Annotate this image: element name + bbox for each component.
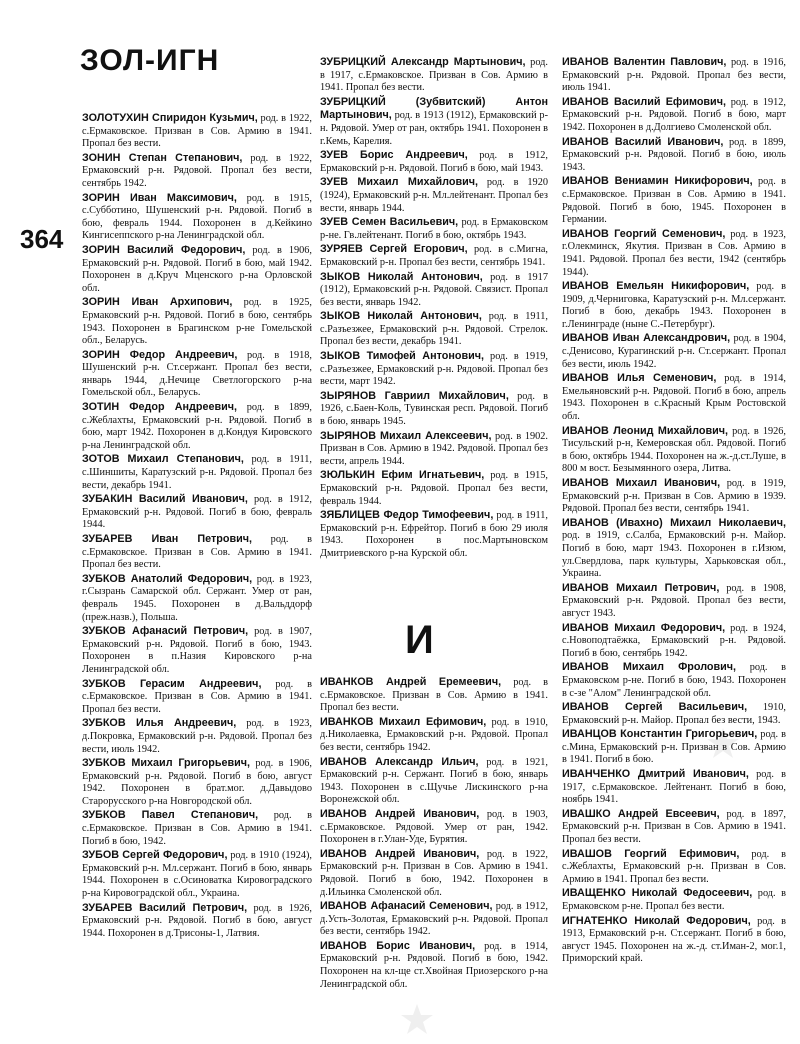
entry-name: ИВАЩЕНКО Николай Федосеевич,	[562, 887, 753, 900]
section-letter: И	[405, 618, 434, 662]
entry-text: род. в Ермаковском р-не. Погиб в бою, 1943. Похоронен в с-зе "Алом" Ленинградской обл.	[562, 662, 787, 699]
entry-text: род. в 1904, с.Денисово, Курагинский р-н. Ст.сержант. Пропал без вести, июль 1942.	[562, 333, 786, 370]
entry	[562, 622, 786, 661]
entry-name: ИВАНКОВ Михаил Ефимович,	[320, 715, 487, 728]
entry-text: род. в 1917, с.Ермаковское. Лейтенант. Погиб в бою, ноябрь 1941.	[562, 769, 786, 806]
entry-name: ИВАНОВ Андрей Иванович,	[320, 807, 480, 820]
entry-text: род. в 1911, Ермаковский р-н. Ефрейтор. Погиб в бою 29 июля 1943. Похоронен в пос.Мартыновском Дмитриевского р-на Курской обл.	[320, 510, 548, 559]
star-watermark-icon	[400, 1002, 434, 1036]
entry-text: род. в 1923, д.Покровка, Ермаковский р-н. Рядовой. Пропал без вести, июль 1942.	[82, 718, 312, 755]
entry-text: род. в 1912, Ермаковский р-н. Рядовой. Погиб в бою, февраль 1944.	[82, 494, 312, 531]
entry	[320, 243, 548, 269]
entry-name: ЗУБОВ Сергей Федорович,	[82, 849, 228, 862]
entry	[82, 453, 312, 492]
entry-name: ЗУБАРЕВ Иван Петрович,	[82, 533, 253, 545]
entry-name: ЗЫКОВ Николай Антонович,	[320, 310, 482, 323]
entry-text: род. в 1925, Ермаковский р-н. Рядовой. Погиб в бою, сентябрь 1943. Похоронен в Брагинском р-не Гомельской обл., Беларусь.	[82, 297, 312, 347]
entry-name: ИВАНОВ Борис Иванович,	[320, 939, 476, 952]
entry	[82, 757, 312, 808]
entry-name: ИВАНОВ Валентин Павлович,	[562, 56, 727, 68]
entry-name: ЗУБРИЦКИЙ Александр Мартынович,	[320, 56, 526, 68]
column-3	[562, 56, 786, 967]
entry-text: род. в с.Ермаковское. Призван в Сов. Армию в 1941. Рядовой. Погиб в бою, 1945. Похоронен в Германии.	[562, 176, 787, 226]
entry	[320, 676, 548, 715]
entry-text: род. в с.Ермаковское. Призван в Сов. Армию в 1941. Пропал без вести.	[320, 677, 548, 714]
page-number: 364	[20, 224, 64, 254]
entry-text: род. в 1922, с.Ермаковское. Призван в Сов. Армию в 1941. Пропал без вести.	[82, 113, 312, 150]
entry	[562, 661, 786, 700]
entry-name: ИВАНОВ Михаил Фролович,	[562, 661, 737, 674]
entry	[82, 349, 312, 400]
entry-text: род. в 1908, Ермаковский р-н. Рядовой. Пропал без вести, август 1943.	[562, 582, 786, 619]
entry	[320, 430, 548, 469]
entry-text: род. в 1897, Ермаковский р-н. Призван в Сов. Армию в 1941. Пропал без вести.	[562, 808, 786, 846]
entry	[320, 56, 548, 95]
entry	[82, 573, 312, 624]
entry-text: род. в 1919, с.Салба, Ермаковский р-н. Майор. Погиб в бою, март 1943. Похоронен в г.Изюм, ул.Свердлова, парк культуры, Харьковская обл., Украина.	[562, 530, 786, 580]
entry-name: ЗОНИН Степан Степанович,	[82, 151, 243, 164]
entry-text: род. в с.Мина, Ермаковский р-н. Призван в Сов. Армию в 1941. Погиб в бою.	[562, 729, 787, 766]
entry	[82, 533, 312, 572]
entry-name: ИВАНЧЕНКО Дмитрий Иванович,	[562, 768, 749, 781]
entry-name: ИВАНОВ Афанасий Семенович,	[320, 900, 493, 913]
entry	[320, 176, 548, 215]
entry	[320, 900, 548, 939]
entry-name: ИВАНОВ (Ивахно) Михаил Николаевич,	[562, 516, 786, 529]
entry-text: род. в 1911, с.Шиншиты, Каратузский р-н. Рядовой. Пропал без вести, декабрь 1941.	[82, 454, 313, 491]
entry-name: ЗЫКОВ Тимофей Антонович,	[320, 350, 484, 363]
entry-text: род. в 1915, Ермаковский р-н. Рядовой. Пропал без вести, февраль 1944.	[320, 470, 549, 507]
entry-name: ЗЫРЯНОВ Михаил Алексеевич,	[320, 429, 492, 442]
entry	[82, 625, 312, 676]
entry-name: ИВАНОВ Михаил Иванович,	[562, 477, 721, 489]
page-heading: ЗОЛ-ИГН	[80, 44, 220, 77]
entry	[320, 149, 548, 175]
entry	[82, 296, 312, 347]
entry	[562, 136, 786, 175]
entry-text: род. в 1903, с.Ермаковское. Рядовой. Умер от ран, 1942. Похоронен в г.Улан-Уде, Бурятия.	[320, 808, 548, 846]
entry-text: род. в 1911, с.Разъезжее, Ермаковский р-н. Рядовой. Стрелок. Пропал без вести, декабрь 1941.	[320, 311, 548, 348]
entry	[320, 350, 548, 389]
entry-name: ИВАНОВ Иван Александрович,	[562, 332, 731, 345]
entry-text: род. в с.Ермаковское. Призван в Сов. Армию в 1941. Погиб в бою, 1942.	[82, 810, 312, 847]
entry-text: род. в 1910 (1924), Ермаковский р-н. Мл.сержант. Погиб в бою, январь 1944. Похоронен в с.Осиноватка Кировоградского р-на Кировоградской обл., Украина.	[82, 850, 313, 900]
entry-text: род. в Ермаковском р-не. Гв.лейтенант. Погиб в бою, октябрь 1943.	[320, 217, 548, 241]
entry-name: ЗУБРИЦКИЙ (Зубвитский) Антон Мартынович,	[320, 95, 548, 122]
entry-name: ИВАНОВ Вениамин Никифорович,	[562, 175, 753, 188]
entry	[562, 96, 786, 135]
entry	[562, 887, 786, 913]
entry	[320, 808, 548, 847]
entry-text: род. в с.Ермаковское. Призван в Сов. Армию в 1941. Пропал без вести.	[82, 678, 312, 715]
entry-name: ЗЫРЯНОВ Гавриил Михайлович,	[320, 389, 509, 402]
entry-name: ЗУБКОВ Илья Андреевич,	[82, 717, 237, 730]
entry	[562, 582, 786, 621]
entry	[320, 716, 548, 755]
entry-name: ЗУБКОВ Афанасий Петрович,	[82, 625, 249, 638]
entry-name: ИВАНОВ Василий Иванович,	[562, 135, 724, 148]
entry-text: род. в 1919, с.Разъезжее, Ермаковский р-н. Рядовой. Пропал без вести, март 1942.	[320, 351, 548, 388]
entry-name: ЗОТОВ Михаил Степанович,	[82, 453, 244, 466]
entry	[82, 717, 312, 756]
entry-text: род. в 1899, с.Жеблахты, Ермаковский р-н. Рядовой. Погиб в бою, март 1942. Похоронен в д.Кондуя Кировского р-на Ленинградской обл.	[82, 402, 312, 451]
entry-text: род. в 1926, Тисульский р-н, Кемеровская обл. Рядовой. Погиб в бою, октябрь 1944. Похоронен на ж.-д.ст.Луше, в 800 м вост. Безымянного озера, Литва.	[562, 425, 786, 475]
entry-text: род. в 1906, Ермаковский р-н. Рядовой. Погиб в бою, август 1942. Похоронен в брат.мог. д.Давыдово Старорусского р-на Новгородской обл.	[82, 758, 312, 807]
entry-name: ЗУБКОВ Павел Степанович,	[82, 809, 259, 822]
entry-name: ИВАНОВ Сергей Васильевич,	[562, 701, 748, 714]
entry-text: род. в 1899, Ермаковский р-н. Рядовой. Погиб в бою, июль 1943.	[562, 136, 786, 173]
entry-text: род. в 1909, д.Черниговка, Каратузский р-н. Мл.сержант. Погиб в бою, декабрь 1943. Похоронен в г.Ленинграде (ныне С.-Петербург).	[562, 281, 786, 330]
entry-text: род. в 1916, Ермаковский р-н. Рядовой. Пропал без вести, июль 1941.	[562, 57, 786, 94]
entry	[320, 216, 548, 242]
entry-text: род. в 1917 (1912), Ермаковский р-н. Рядовой. Связист. Пропал без вести, январь 1942.	[320, 271, 548, 308]
entry-name: ИВАНЦОВ Константин Григорьевич,	[562, 728, 758, 741]
entry-name: ЗУРЯЕВ Сергей Егорович,	[320, 243, 468, 256]
entry-text: род. в с.Ермаковское. Призван в Сов. Армию в 1941. Пропал без вести.	[82, 534, 313, 571]
entry-text: род. в 1919, Ермаковский р-н. Призван в Сов. Армию в 1939. Рядовой. Пропал без вести, сентябрь 1941.	[562, 478, 786, 515]
entry-text: род. в 1918, Шушенский р-н. Ст.сержант. Пропал без вести, январь 1944, д.Нечице Светлогорского р-на Гомельской обл., Беларусь.	[82, 349, 312, 399]
entry	[82, 493, 312, 532]
entry-name: ИВАНОВ Александр Ильич,	[320, 755, 479, 768]
entry	[562, 372, 786, 423]
entry	[82, 849, 312, 900]
entry	[562, 332, 786, 371]
entry	[320, 271, 548, 310]
entry-text: род. в 1913 (1912), Ермаковский р-н. Рядовой. Умер от ран, октябрь 1941. Похоронен в г.Кемь, Карелия.	[320, 110, 548, 147]
entry-name: ЗУБКОВ Герасим Андреевич,	[82, 677, 262, 690]
entry-text: род. в 1907, Ермаковский р-н. Рядовой. Погиб в бою, 1943. Похоронен в п.Назия Кировского р-на Ленинградской обл.	[82, 626, 312, 675]
entry-text: род. в 1906, Ермаковский р-н. Рядовой. Погиб в бою, май 1942. Похоронен в д.Круч Мценского р-на Орловской обл.	[82, 244, 312, 294]
entry-name: ИВАНОВ Михаил Федорович,	[562, 621, 726, 634]
entry	[82, 152, 312, 191]
column-2	[320, 56, 548, 562]
entry	[82, 112, 312, 151]
entry-text: род. в 1926, Ермаковский р-н. Рядовой. Погиб в бою, август 1944. Похоронен в д.Трисоны-1, Латвия.	[82, 902, 312, 939]
entry-text: род. в 1924, с.Новоподтаёжка, Ермаковский р-н. Рядовой. Погиб в бою, сентябрь 1942.	[562, 622, 786, 659]
entry-text: род. в с.Мигна, Ермаковский р-н. Пропал без вести, сентябрь 1941.	[320, 244, 548, 268]
entry	[320, 940, 548, 991]
entry-name: ЗЯБЛИЦЕВ Федор Тимофеевич,	[320, 509, 494, 522]
entry	[320, 390, 548, 429]
entry	[562, 701, 786, 727]
entry-name: ИВАНОВ Георгий Семенович,	[562, 227, 726, 240]
entry-text: род. в 1921, Ермаковский р-н. Сержант. Погиб в бою, январь 1943. Похоронен в с.Щучье Лискинского р-на Воронежской обл.	[320, 756, 548, 806]
entry-name: ИВАНОВ Михаил Петрович,	[562, 581, 720, 594]
entry-text: род. в 1920 (1924), Ермаковский р-н. Мл.лейтенант. Пропал без вести, январь 1944.	[320, 177, 548, 214]
entry-name: ЗУБАКИН Василий Иванович,	[82, 493, 248, 506]
entry	[82, 401, 312, 452]
entry-name: ИВАНОВ Емельян Никифорович,	[562, 280, 750, 293]
entry-name: ИВАНОВ Илья Семенович,	[562, 372, 717, 385]
entry-text: род. в 1914, Ермаковский р-н. Рядовой. Погиб в бою, 1942. Похоронен на кл-ще ст.Хвойная Приозерского р-на Ленинградской обл.	[320, 940, 548, 990]
entry-name: ЗОЛОТУХИН Спиридон Кузьмич,	[82, 112, 258, 124]
column-1	[82, 112, 312, 941]
entry	[562, 517, 786, 581]
entry-name: ЗЫКОВ Николай Антонович,	[320, 270, 483, 283]
entry-text: род. в 1910, д.Николаевка, Ермаковский р-н. Рядовой. Пропал без вести, сентябрь 1942.	[320, 716, 548, 753]
entry	[562, 56, 786, 95]
entry-text: род. в 1926, с.Баен-Коль, Тувинская респ. Рядовой. Погиб в бою, январь 1945.	[320, 390, 548, 428]
entry	[82, 809, 312, 848]
entry-name: ЗОРИН Иван Архипович,	[82, 296, 233, 309]
entry-text: род. в 1912, Ермаковский р-н. Рядовой. Погиб в бою, май 1943.	[320, 150, 548, 174]
entry-name: ЗУЕВ Семен Васильевич,	[320, 216, 459, 229]
entry	[82, 902, 312, 941]
entry-name: ЗОТИН Федор Андреевич,	[82, 401, 238, 414]
entry	[562, 728, 786, 767]
entry-name: ИВАНОВ Андрей Иванович,	[320, 847, 480, 860]
entry	[562, 228, 786, 279]
entry-name: ИВАШОВ Георгий Ефимович,	[562, 847, 740, 860]
entry	[562, 808, 786, 847]
entry-name: ИВАНОВ Василий Ефимович,	[562, 95, 726, 108]
entry-name: ЗУЕВ Михаил Михайлович,	[320, 176, 478, 189]
entry	[562, 477, 786, 516]
entry	[320, 756, 548, 807]
entry-text: род. в 1917, с.Ермаковское. Призван в Сов. Армию в 1941. Пропал без вести.	[320, 57, 548, 94]
entry	[562, 425, 786, 476]
entry	[562, 768, 786, 807]
entry-name: ЗЮЛЬКИН Ефим Игнатьевич,	[320, 469, 485, 482]
entry	[82, 192, 312, 243]
entry-name: ЗОРИН Василий Федорович,	[82, 243, 246, 256]
entry-name: ЗУЕВ Борис Андреевич,	[320, 149, 468, 162]
entry-name: ИВАНОВ Леонид Михайлович,	[562, 424, 729, 437]
star-watermark-icon	[706, 726, 740, 760]
entry-text: род. в 1902. Призван в Сов. Армию в 1942. Рядовой. Пропал без вести, апрель 1944.	[320, 430, 548, 467]
entry-name: ЗУБАРЕВ Василий Петрович,	[82, 901, 248, 914]
entry-text: род. в 1914, Емельяновский р-н. Рядовой. Погиб в бою, апрель 1943. Похоронен в с.Красный Крым Ростовской обл.	[562, 373, 786, 423]
entry-name: ИГНАТЕНКО Николай Федорович,	[562, 914, 751, 927]
entry-text: род. в 1922, Ермаковский р-н. Призван в Сов. Армию в 1941. Рядовой. Погиб в бою, 1942. Похоронен в д.Ильинка Смоленской обл.	[320, 848, 548, 898]
entry	[562, 848, 786, 887]
entry	[562, 915, 786, 966]
entry	[82, 678, 312, 717]
entry	[320, 469, 548, 508]
entry	[562, 175, 786, 226]
entry-name: ЗОРИН Иван Максимович,	[82, 191, 237, 204]
entry-text: род. в 1923, г.Олекминск, Якутия. Призван в Сов. Армию в 1941. Рядовой. Пропал без вести, 1942 (сентябрь 1944).	[562, 228, 786, 278]
entry-text: род. в 1912, Ермаковский р-н. Рядовой. Погиб в бою, март 1942. Похоронен в д.Долгиево Смоленской обл.	[562, 96, 786, 133]
entry-text: род. в 1913, Ермаковский р-н. Ст.сержант. Погиб в бою, август 1945. Похоронен на ж.-д. ст.Иман-2, мог.1, Приморский край.	[562, 915, 786, 965]
entry-text: род. в 1915, с.Субботино, Шушенский р-н. Рядовой. Погиб в бою, февраль 1944. Похоронен в д.Кейкино Кингисеппского р-на Ленинградской обл.	[82, 192, 312, 242]
entry	[82, 244, 312, 295]
entry	[320, 96, 548, 148]
column-2-section-i	[320, 676, 548, 992]
entry	[320, 848, 548, 899]
entry-text: род. в Ермаковском р-не. Пропал без вести.	[562, 888, 786, 912]
entry-text: род. в 1912, д.Усть-Золотая, Ермаковский р-н. Рядовой. Пропал без вести, сентябрь 1942.	[320, 901, 548, 938]
entry-name: ИВАНКОВ Андрей Еремеевич,	[320, 676, 502, 688]
entry-text: 1910, Ермаковский р-н. Майор. Пропал без вести, 1943.	[562, 702, 786, 726]
entry-text: род. в 1922, Ермаковский р-н. Рядовой. Пропал без вести, сентябрь 1942.	[82, 152, 312, 189]
entry	[320, 310, 548, 349]
entry	[562, 280, 786, 331]
entry-name: ЗУБКОВ Михаил Григорьевич,	[82, 757, 251, 770]
entry-text: род. в 1923, г.Сызрань Самарской обл. Сержант. Умер от ран, февраль 1945. Похоронен в д.Вальддорф (преж.назв.), Польша.	[82, 573, 312, 623]
entry-name: ЗУБКОВ Анатолий Федорович,	[82, 572, 253, 585]
entry-name: ЗОРИН Федор Андреевич,	[82, 348, 238, 361]
entry-text: род. в с.Жеблахты, Ермаковский р-н. Призван в Сов. Армию в 1941. Пропал без вести.	[562, 848, 786, 885]
entry	[320, 509, 548, 560]
entry-name: ИВАШКО Андрей Евсеевич,	[562, 807, 720, 820]
